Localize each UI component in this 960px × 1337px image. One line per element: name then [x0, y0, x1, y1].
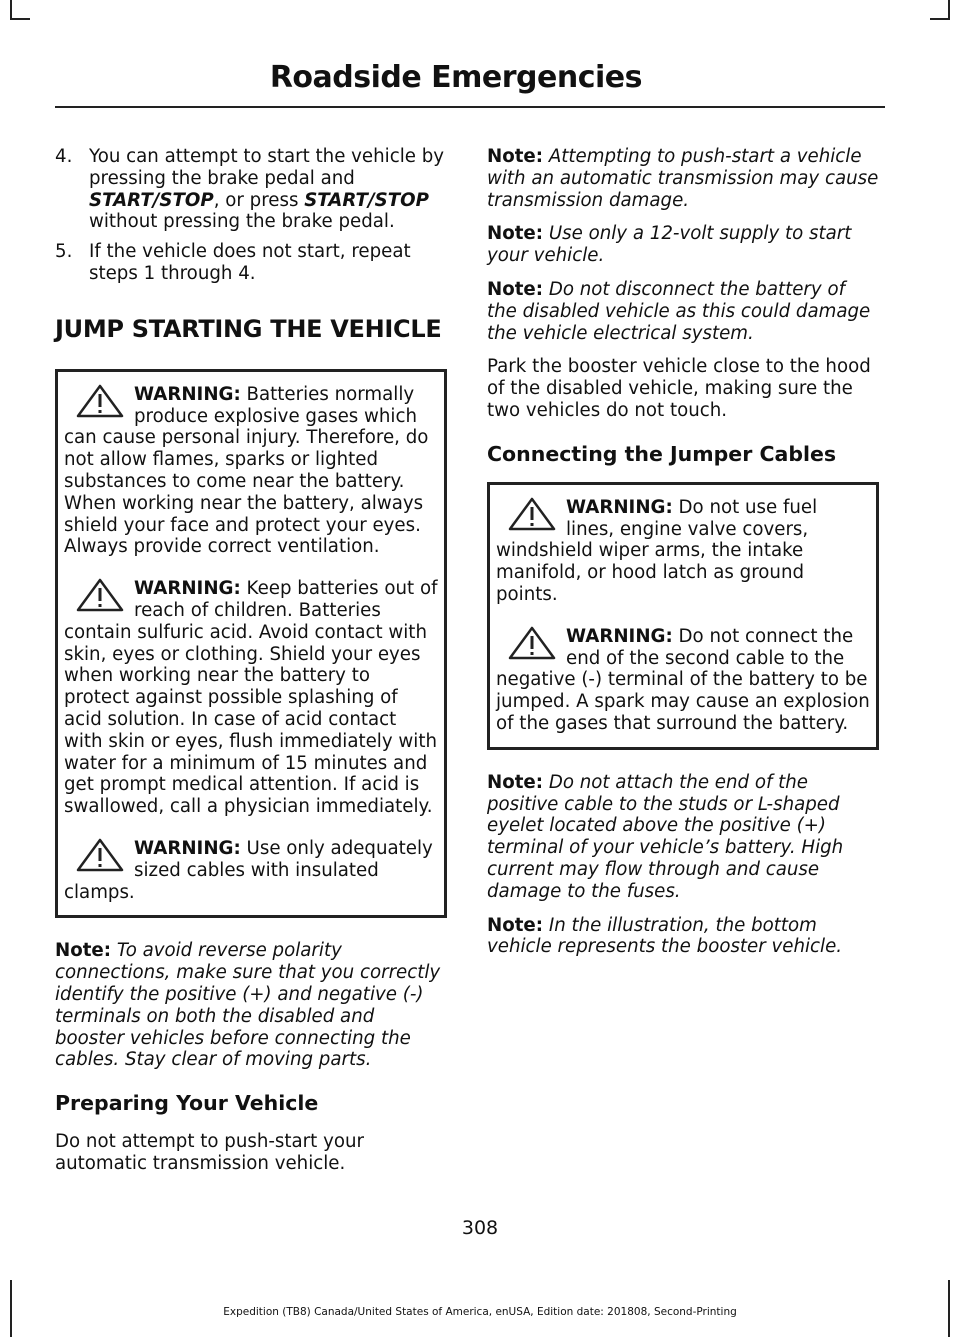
warning-box	[55, 369, 447, 919]
note	[487, 279, 879, 344]
warning-triangle-icon	[76, 384, 124, 418]
header-divider	[55, 106, 885, 108]
warning-text: Do not connect the end of the second cable to the negative (-) terminal of the battery to be jumped. A spark may cause an explosion of the gases that surround the battery.	[496, 625, 870, 734]
footer-edition: Expedition (TB8) Canada/United States of America, enUSA, Edition date: 201808, Second-Printing	[223, 1306, 737, 1318]
warning-triangle-icon	[76, 578, 124, 612]
park-text: Park the booster vehicle close to the hood of the disabled vehicle, making sure the two vehicles do not touch.	[487, 356, 871, 421]
preparing-text: Do not attempt to push-start your automatic transmission vehicle.	[55, 1131, 364, 1174]
warning-triangle-icon	[508, 497, 556, 531]
warning-label: WARNING:	[566, 496, 673, 518]
left-column	[55, 146, 447, 1187]
note-label: Note:	[55, 940, 112, 962]
warning-label: WARNING:	[134, 578, 241, 600]
warning-box	[487, 482, 879, 750]
subheading-connecting: Connecting the Jumper Cables	[487, 441, 837, 466]
crop-mark	[930, 18, 950, 20]
warning-item	[496, 497, 870, 606]
warning-item	[64, 578, 438, 818]
crop-mark	[948, 0, 950, 20]
note	[487, 772, 879, 903]
warning-label: WARNING:	[134, 837, 241, 859]
warning-item	[64, 838, 438, 903]
note	[487, 915, 879, 959]
note-text: Do not attach the end of the positive cable to the studs or L-shaped eyelet located above the positive (+) terminal of your vehicle’s battery. High current may flow through and cause damage to the fuses.	[487, 771, 844, 902]
note-text: In the illustration, the bottom vehicle represents the booster vehicle.	[487, 914, 843, 958]
note-text: Attempting to push-start a vehicle with an automatic transmission may cause transmission damage.	[487, 146, 879, 211]
right-column	[487, 146, 879, 970]
note-text: To avoid reverse polarity connections, make sure that you correctly identify the positive (+) and negative (-) terminals on both the disabled and booster vehicles before connecting the cables. Stay clear of moving parts.	[55, 940, 441, 1071]
step-5	[55, 241, 447, 285]
warning-item	[496, 626, 870, 735]
section-heading: JUMP STARTING THE VEHICLE	[55, 314, 442, 343]
note	[55, 940, 447, 1071]
page-title: Roadside Emergencies	[269, 60, 642, 95]
note-label: Note:	[487, 914, 544, 936]
warning-label: WARNING:	[134, 383, 241, 405]
step-text: You can attempt to start the vehicle by pressing the brake pedal and START/STOP, or press START/STOP without pressing the brake pedal.	[89, 146, 445, 233]
step-4	[55, 146, 447, 233]
crop-mark	[10, 18, 30, 20]
note-label: Note:	[487, 278, 544, 300]
warning-text: Use only adequately sized cables with insulated clamps.	[64, 837, 433, 903]
note-label: Note:	[487, 146, 544, 167]
note-label: Note:	[487, 223, 544, 245]
warning-item	[64, 384, 438, 558]
warning-triangle-icon	[76, 838, 124, 872]
note	[487, 223, 879, 267]
note	[487, 146, 879, 211]
subheading-preparing: Preparing Your Vehicle	[55, 1091, 319, 1116]
note-text: Do not disconnect the battery of the disabled vehicle as this could damage the vehicle electrical system.	[487, 278, 871, 344]
note-text: Use only a 12-volt supply to start your vehicle.	[487, 223, 852, 267]
warning-text: Batteries normally produce explosive gases which can cause personal injury. Therefore, do not allow flames, sparks or lighted substances to come near the battery. When working near the battery, always shield your face and protect your eyes. Always provide correct ventilation.	[64, 383, 429, 558]
step-text: If the vehicle does not start, repeat steps 1 through 4.	[89, 241, 411, 284]
note-label: Note:	[487, 771, 544, 793]
page-number: 308	[461, 1217, 499, 1239]
step-number: 5.	[55, 241, 73, 263]
warning-triangle-icon	[508, 626, 556, 660]
warning-label: WARNING:	[566, 625, 673, 647]
warning-text: Keep batteries out of reach of children. Batteries contain sulfuric acid. Avoid contact with skin, eyes or clothing. Shield your eyes when working near the battery to protect against possible splashing of acid solution. In case of acid contact with skin or eyes, flush immediately with water for a minimum of 15 minutes and get prompt medical attention. If acid is swallowed, call a physician immediately.	[64, 578, 438, 818]
crop-mark	[10, 0, 12, 20]
step-number: 4.	[55, 146, 73, 167]
warning-text: Do not use fuel lines, engine valve covers, windshield wiper arms, the intake manifold, or hood latch as ground points.	[496, 496, 818, 605]
